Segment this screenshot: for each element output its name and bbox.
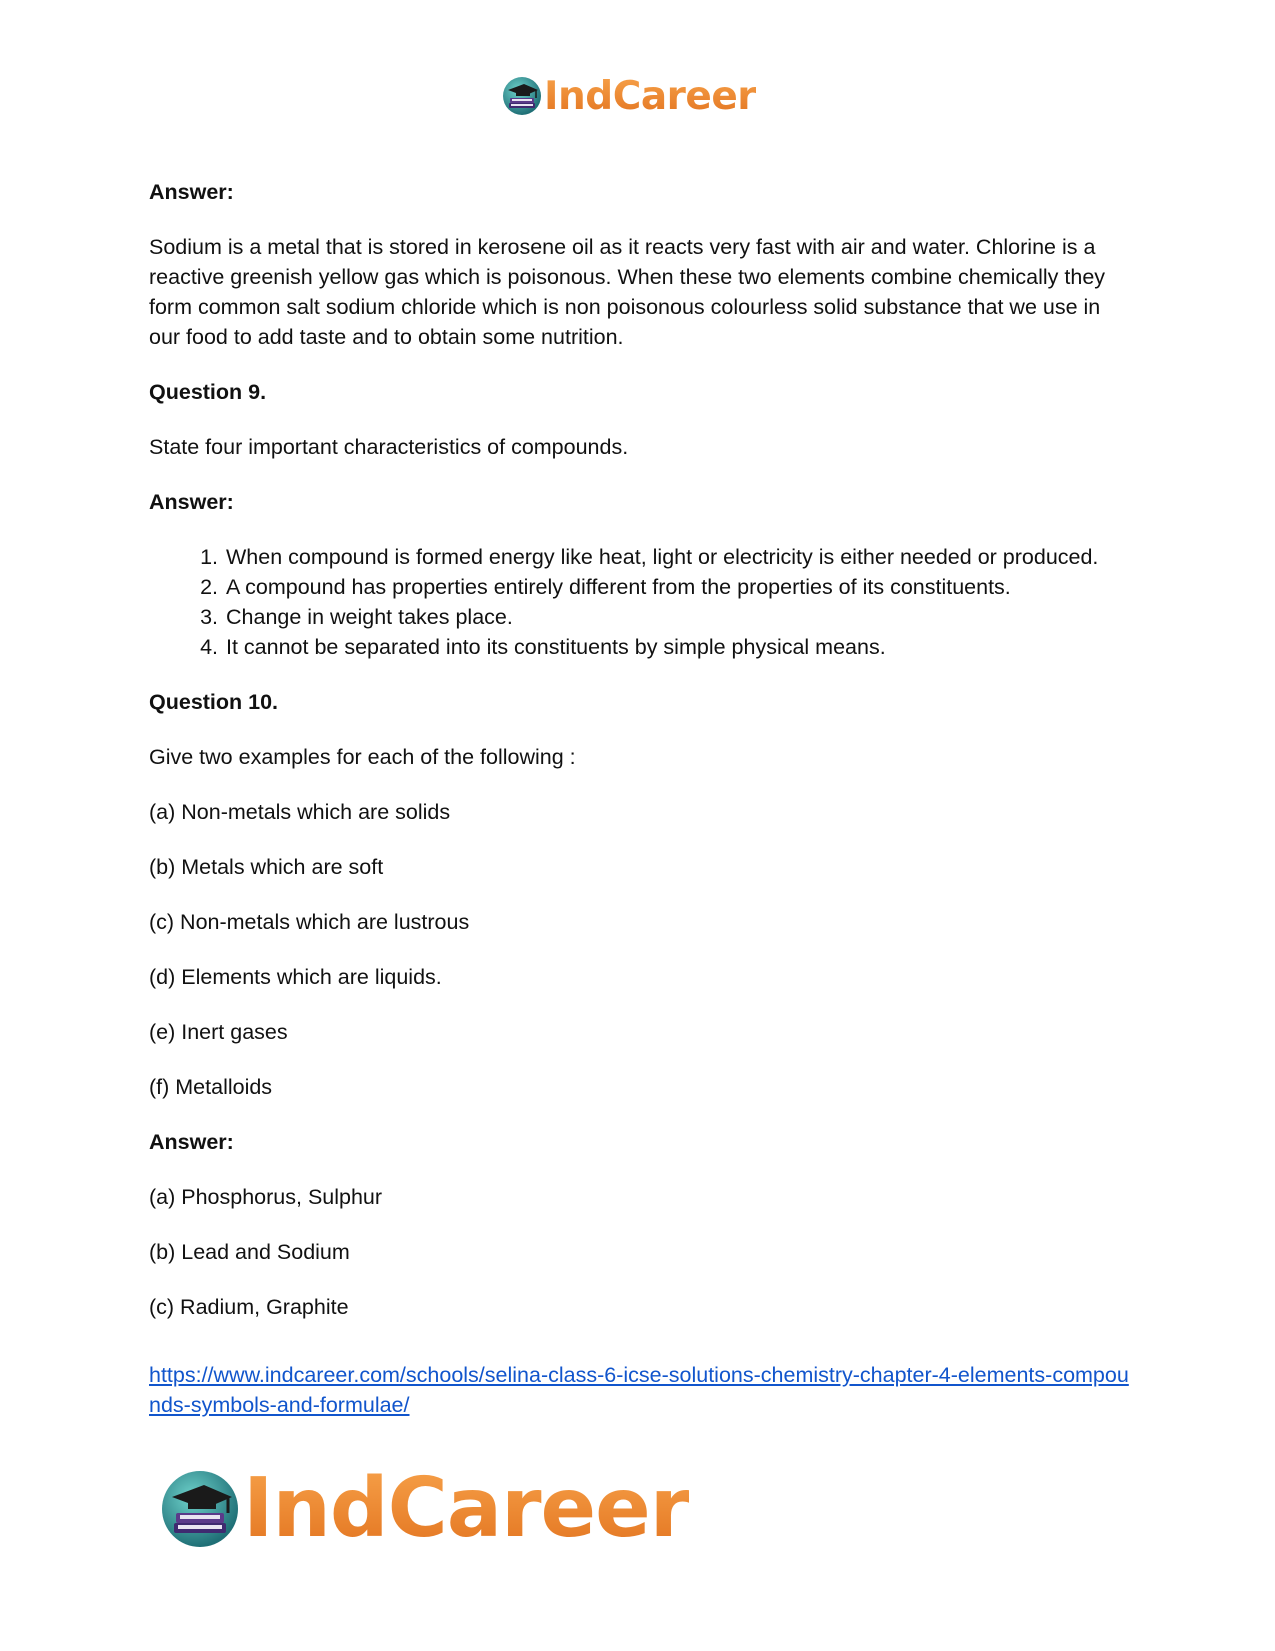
question-part: (a) Non-metals which are solids [149, 800, 451, 824]
answer-label: Answer: [149, 180, 234, 204]
list-item: 3. Change in weight takes place. [224, 602, 1129, 632]
answer-label: Answer: [149, 490, 234, 514]
answer-item: (b) Lead and Sodium [149, 1240, 350, 1264]
question-text: Give two examples for each of the following : [149, 745, 576, 769]
list-item: 2. A compound has properties entirely different from the properties of its constituents. [224, 572, 1129, 602]
question-part: (e) Inert gases [149, 1020, 288, 1044]
answer-paragraph: Sodium is a metal that is stored in kerosene oil as it reacts very fast with air and water. Chlorine is a reactive greenish yellow gas which is poisonous. When these two elements combine chemically they form common salt sodium chloride which is non poisonous colourless solid substance that we use in our food to add taste and to obtain some nutrition. [149, 235, 1106, 349]
answer-item: (c) Radium, Graphite [149, 1295, 349, 1319]
question-part: (b) Metals which are soft [149, 855, 384, 879]
question-text: State four important characteristics of compounds. [149, 435, 629, 459]
graduation-book-icon [502, 76, 542, 116]
document-body [149, 177, 1129, 1420]
question-heading: Question 10. [149, 690, 279, 714]
question-part: (f) Metalloids [149, 1075, 273, 1099]
answer-label: Answer: [149, 1130, 234, 1154]
footer-logo-text: IndCareer [243, 1461, 690, 1556]
question-part: (d) Elements which are liquids. [149, 965, 442, 989]
characteristics-list [149, 542, 1129, 662]
header-logo [502, 73, 756, 119]
list-item: 1. When compound is formed energy like heat, light or electricity is either needed or produced. [224, 542, 1129, 572]
footer-logo [160, 1461, 690, 1556]
question-part: (c) Non-metals which are lustrous [149, 910, 470, 934]
graduation-book-icon [160, 1469, 240, 1549]
list-item: 4. It cannot be separated into its constituents by simple physical means. [224, 632, 1129, 662]
question-heading: Question 9. [149, 380, 267, 404]
header-logo-text: IndCareer [544, 73, 756, 119]
answer-item: (a) Phosphorus, Sulphur [149, 1185, 383, 1209]
source-link[interactable]: https://www.indcareer.com/schools/selina-class-6-icse-solutions-chemistry-chapter-4-elements-compounds-symbols-and-formulae/ [149, 1363, 1129, 1417]
